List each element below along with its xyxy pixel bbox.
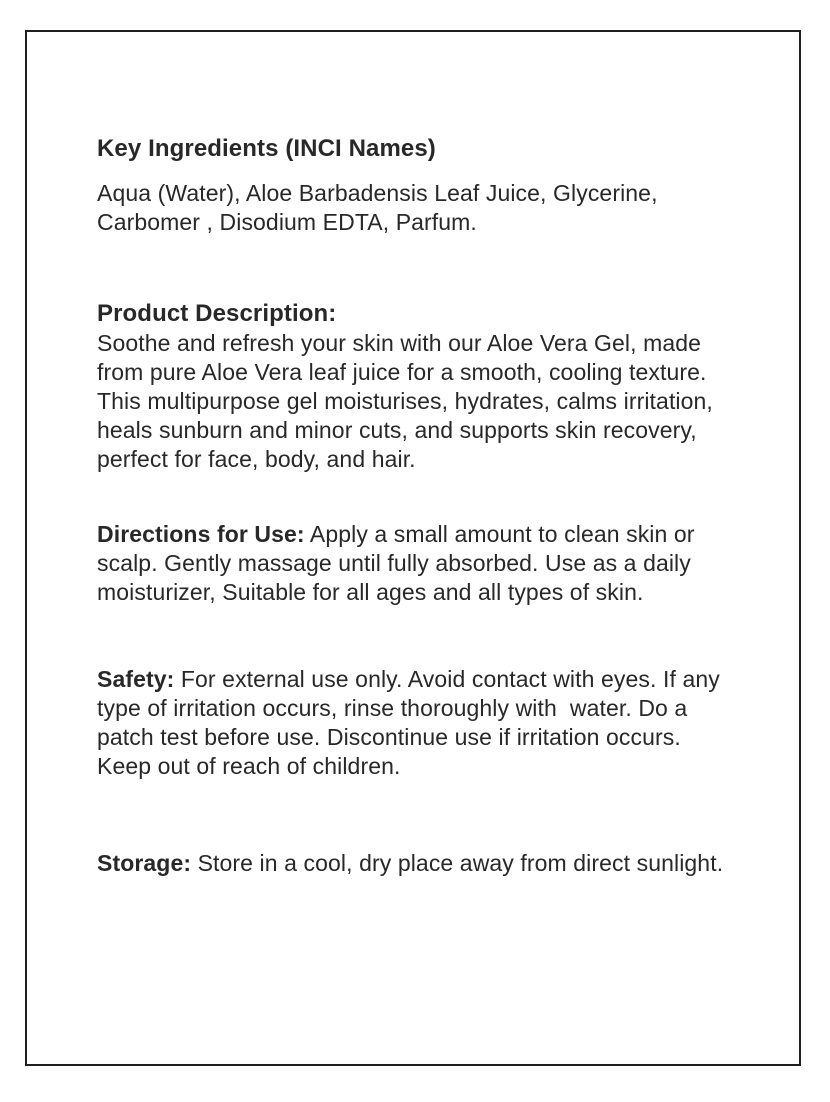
product-description-text: Soothe and refresh your skin with our Aloe Vera Gel, made from pure Aloe Vera leaf juice for a smooth, cooling texture. This multipurpose gel moisturises, hydrates, calms irritation, heals sunburn and minor cuts, and supports skin recovery, perfect for face, body, and hair. <box>97 330 720 472</box>
label-content <box>97 134 739 878</box>
product-description-heading: Product Description: <box>97 300 337 327</box>
storage-paragraph <box>97 849 739 878</box>
safety-text: For external use only. Avoid contact with eyes. If any type of irritation occurs, rinse thoroughly with water. Do a patch test before use. Discontinue use if irritation occurs. Keep out of reach of children. <box>97 666 727 779</box>
safety-label: Safety: <box>97 666 175 692</box>
key-ingredients-text: Aqua (Water), Aloe Barbadensis Leaf Juice, Glycerine, Carbomer , Disodium EDTA, Parfum. <box>97 180 665 235</box>
storage-label: Storage: <box>97 850 192 876</box>
storage-text: Store in a cool, dry place away from direct sunlight. <box>191 850 724 876</box>
section-storage <box>97 849 739 878</box>
section-safety <box>97 665 739 781</box>
directions-label: Directions for Use: <box>97 521 305 547</box>
directions-text: Apply a small amount to clean skin or scalp. Gently massage until fully absorbed. Use as a daily moisturizer, Suitable for all ages and all types of skin. <box>97 521 702 605</box>
section-product-description <box>97 299 739 474</box>
safety-paragraph <box>97 665 739 781</box>
label-border-frame <box>25 30 801 1066</box>
key-ingredients-heading: Key Ingredients (INCI Names) <box>97 135 436 162</box>
section-directions-for-use <box>97 520 739 607</box>
directions-paragraph <box>97 520 739 607</box>
section-key-ingredients <box>97 134 739 237</box>
